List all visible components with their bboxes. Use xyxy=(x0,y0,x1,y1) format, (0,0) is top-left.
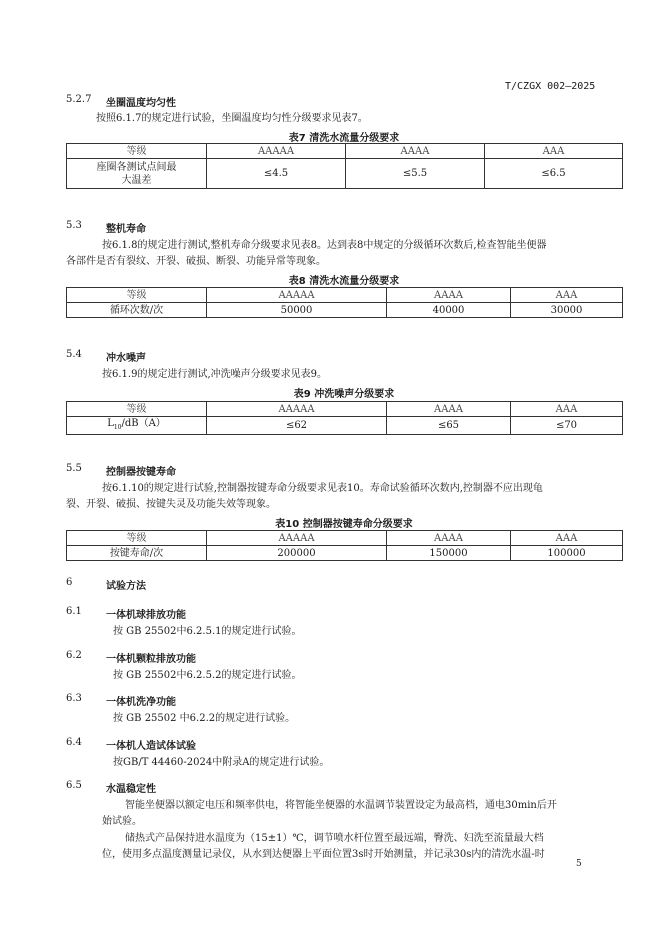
table-10-data-row xyxy=(67,546,623,561)
table-cell: AAA xyxy=(511,288,623,303)
table-cell: 200000 xyxy=(207,546,387,561)
section-title-5-4: 冲水噪声 xyxy=(106,353,146,364)
table-cell: 50000 xyxy=(207,303,387,318)
paragraph-5-3-line-2: 各部件是否有裂纹、开裂、破损、断裂、功能异常等现象。 xyxy=(66,256,326,267)
table-9-data-row xyxy=(67,417,623,435)
table-cell: 150000 xyxy=(387,546,511,561)
table-10-caption: 表10 控制器按键寿命分级要求 xyxy=(275,519,413,530)
section-number-6-1: 6.1 xyxy=(66,606,82,617)
paragraph-6-1: 按 GB 25502中6.2.5.1的规定进行试验。 xyxy=(113,626,302,637)
table-7-caption: 表7 清洗水流量分级要求 xyxy=(288,133,400,144)
table-cell: AAAAA xyxy=(207,288,387,303)
table-7-data-row xyxy=(67,159,623,189)
table-9-caption: 表9 冲洗噪声分级要求 xyxy=(293,389,395,400)
paragraph-6-3: 按 GB 25502 中6.2.2的规定进行试验。 xyxy=(113,713,296,724)
section-title-6-4: 一体机人造试体试验 xyxy=(106,741,196,752)
paragraph-5-4: 按6.1.9的规定进行测试,冲洗噪声分级要求见表9。 xyxy=(102,369,327,380)
table-cell: AAA xyxy=(511,402,623,417)
document-number: T/CZGX 002—2025 xyxy=(505,81,596,92)
row-label-main: L xyxy=(107,418,114,429)
paragraph-6-2: 按 GB 25502中6.2.5.2的规定进行试验。 xyxy=(113,670,302,681)
paragraph-6-5-line-3: 储热式产品保持进水温度为（15±1）℃，调节喷水杆位置至最远端，臀洗、妇洗至流量最大档 xyxy=(125,833,544,844)
table-cell: 等级 xyxy=(67,144,207,159)
table-cell: ≤70 xyxy=(511,417,623,435)
section-number-6-2: 6.2 xyxy=(66,650,82,661)
section-title-6-5: 水温稳定性 xyxy=(106,784,156,795)
paragraph-5-5-line-2: 裂、开裂、破损、按键失灵及功能失效等现象。 xyxy=(66,499,276,510)
section-number-5-5: 5.5 xyxy=(66,463,82,474)
table-cell: AAAAA xyxy=(207,402,387,417)
row-label-subscript: 10 xyxy=(113,424,122,431)
table-cell: ≤4.5 xyxy=(207,159,346,189)
section-number-5-4: 5.4 xyxy=(66,349,82,360)
section-title-6-3: 一体机洗净功能 xyxy=(106,697,176,708)
table-cell: ≤5.5 xyxy=(346,159,485,189)
section-title-6-1: 一体机球排放功能 xyxy=(106,610,186,621)
table-row-label xyxy=(67,159,207,189)
paragraph-5-2-7: 按照6.1.7的规定进行试验，坐圈温度均匀性分级要求见表7。 xyxy=(96,113,368,124)
section-number-6-5: 6.5 xyxy=(66,780,82,791)
table-cell: AAA xyxy=(511,531,623,546)
table-7-header-row xyxy=(67,144,623,159)
table-cell: AAAAA xyxy=(207,531,387,546)
paragraph-5-5-line-1: 按6.1.10的规定进行试验,控制器按键寿命分级要求见表10。寿命试验循环次数内,控制器不应出现龟 xyxy=(102,483,543,494)
section-number-6-3: 6.3 xyxy=(66,693,82,704)
table-cell: ≤62 xyxy=(207,417,387,435)
table-10 xyxy=(66,530,623,561)
table-8 xyxy=(66,287,623,318)
row-label-line-1: 座圈各测试点间最 xyxy=(96,161,177,173)
section-number-5-2-7: 5.2.7 xyxy=(66,94,92,105)
section-title-6: 试验方法 xyxy=(106,581,146,592)
table-cell: AAAA xyxy=(387,288,511,303)
table-10-header-row xyxy=(67,531,623,546)
row-label-line-2: 大温差 xyxy=(121,174,152,186)
table-7 xyxy=(66,143,623,189)
table-8-data-row xyxy=(67,303,623,318)
section-title-6-2: 一体机颗粒排放功能 xyxy=(106,654,196,665)
section-title-5-2-7: 坐圈温度均匀性 xyxy=(106,98,176,109)
table-row-label: 按键寿命/次 xyxy=(67,546,207,561)
table-cell: 100000 xyxy=(511,546,623,561)
paragraph-6-5-line-2: 始试验。 xyxy=(102,816,142,827)
table-row-label xyxy=(67,417,207,435)
section-title-5-3: 整机寿命 xyxy=(106,224,146,235)
paragraph-6-5-line-1: 智能坐便器以额定电压和频率供电，将智能坐便器的水温调节装置设定为最高档，通电30min后开 xyxy=(125,800,557,811)
table-row-label: 循环次数/次 xyxy=(67,303,207,318)
table-cell: AAA xyxy=(485,144,623,159)
table-8-header-row xyxy=(67,288,623,303)
table-cell: AAAA xyxy=(346,144,485,159)
section-number-5-3: 5.3 xyxy=(66,220,82,231)
table-cell: 等级 xyxy=(67,288,207,303)
table-cell: AAAA xyxy=(387,531,511,546)
table-cell: AAAAA xyxy=(207,144,346,159)
page-number: 5 xyxy=(576,859,582,869)
table-cell: ≤65 xyxy=(387,417,511,435)
paragraph-6-4: 按GB/T 44460-2024中附录A的规定进行试验。 xyxy=(113,757,330,768)
table-cell: 等级 xyxy=(67,402,207,417)
row-label-unit: /dB（A） xyxy=(121,418,166,429)
paragraph-5-3-line-1: 按6.1.8的规定进行测试,整机寿命分级要求见表8。达到表8中规定的分级循环次数后,检查智能坐便器 xyxy=(102,240,547,251)
paragraph-6-5-line-4: 位，使用多点温度测量记录仪，从水到达便器上平面位置3s时开始测量，并记录30s内的清洗水温-时 xyxy=(102,849,545,860)
table-cell: 等级 xyxy=(67,531,207,546)
table-8-caption: 表8 清洗水流量分级要求 xyxy=(288,276,400,287)
table-9-header-row xyxy=(67,402,623,417)
table-9 xyxy=(66,401,623,435)
section-number-6: 6 xyxy=(66,577,73,588)
table-cell: 30000 xyxy=(511,303,623,318)
table-cell: AAAA xyxy=(387,402,511,417)
section-title-5-5: 控制器按键寿命 xyxy=(106,467,176,478)
section-number-6-4: 6.4 xyxy=(66,737,82,748)
table-cell: 40000 xyxy=(387,303,511,318)
table-cell: ≤6.5 xyxy=(485,159,623,189)
